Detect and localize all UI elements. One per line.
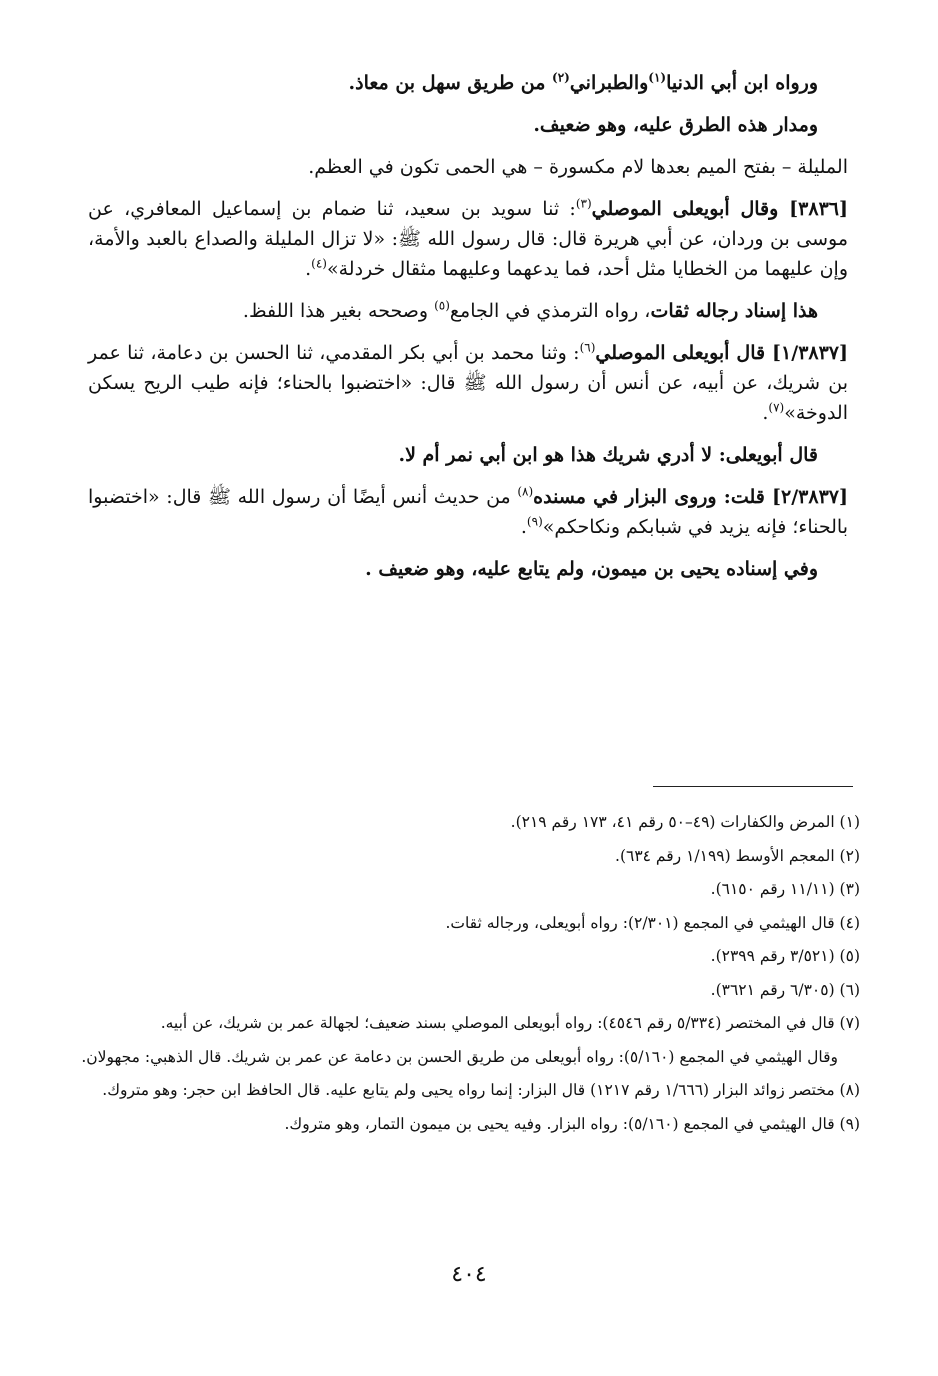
paragraph-3: المليلة – بفتح الميم بعدها لام مكسورة – هي الحمى تكون في العظم. <box>308 156 848 178</box>
footnote-ref-5[interactable]: (٥) <box>434 298 450 313</box>
footnote-ref-3[interactable]: (٣) <box>575 196 592 211</box>
paragraph-1: ورواه ابن أبي الدنيا$^{(١)}$والطبراني$^{(٢)}$ من طريق سهل بن معاذ. <box>348 70 818 94</box>
footnote-5: (٥) (٣/٥٢١ رقم ٢٣٩٩). <box>710 947 860 965</box>
footnote-7: (٧) قال في المختصر (٥/٣٣٤ رقم ٤٥٤٦): رواه أبويعلى الموصلي بسند ضعيف؛ لجهالة عمر بن شريك، عن أبيه. <box>160 1014 860 1032</box>
footnotes <box>75 806 860 1141</box>
hadith-3837-1: [١/٣٨٣٧] قال أبويعلى الموصلي$^{(٦)}$: وثنا محمد بن أبي بكر المقدمي، ثنا الحسن بن دعامة، ثنا عمر بن شريك، عن أبيه، عن أنس أن رسول الله ﷺ قال: «اختضبوا بالحناء؛ فإنه طيب الريح يسكن الدوخة»$^{(٧)}$. <box>88 340 849 424</box>
hadith-3836: [٣٨٣٦] وقال أبويعلى الموصلي$^{(٣)}$: ثنا سويد بن سعيد، ثنا ضمام بن إسماعيل المعافري، عن موسى بن وردان، عن أبي هريرة قال: قال رسول الله ﷺ: «لا تزال المليلة والصداع بالعبد والأمة، وإن عليهما من الخطايا مثل أحد، فما يدعهما وعليهما مثقال خردلة»$^{(٤)}$. <box>88 196 848 280</box>
footnote-separator <box>653 786 853 787</box>
footnote-6: (٦) (٦/٣٠٥ رقم ٣٦٢١). <box>710 980 860 999</box>
paragraph-2: ومدار هذه الطرق عليه، وهو ضعيف. <box>533 114 818 136</box>
footnote-ref-9[interactable]: (٩) <box>526 514 543 529</box>
hadith-3837-2: [٢/٣٨٣٧] قلت: وروى البزار في مسنده$^{(٨)}$ من حديث أنس أيضًا أن رسول الله ﷺ قال: «اختضبوا بالحناء؛ فإنه يزيد في شبابكم ونكاحكم»$^{(٩)}$. <box>88 484 848 538</box>
paragraph-9: وفي إسناده يحيى بن ميمون، ولم يتابع عليه، وهو ضعيف . <box>365 558 818 580</box>
footnote-1: (١) المرض والكفارات (٤٩–٥٠ رقم ٤١، ١٧٣ رقم ٢١٩). <box>510 813 860 831</box>
footnote-4: (٤) قال الهيثمي في المجمع (٢/٣٠١): رواه أبويعلى، ورجاله ثقات. <box>445 913 860 932</box>
footnote-8: (٨) مختصر زوائد البزار (١/٦٦٦ رقم ١٢١٧) قال البزار: إنما رواه يحيى ولم يتابع عليه. قال الحافظ ابن حجر: وهو متروك. <box>102 1081 860 1099</box>
footnote-ref-8[interactable]: (٨) <box>517 484 534 499</box>
footnote-7-continuation: وقال الهيثمي في المجمع (٥/١٦٠): رواه أبويعلى من طريق الحسن بن دعامة عن عمر بن شريك. قال الذهبي: مجهولان. <box>81 1047 838 1066</box>
footnote-3: (٣) (١١/١١ رقم ٦١٥٠). <box>710 880 860 898</box>
footnote-ref-1[interactable]: (١) <box>648 70 667 85</box>
paragraph-5: هذا إسناد رجاله ثقات، رواه الترمذي في الجامع$^{(٥)}$ وصححه بغير هذا اللفظ. <box>242 298 818 322</box>
footnote-9: (٩) قال الهيثمي في المجمع (٥/١٦٠): رواه البزار. وفيه يحيى بن ميمون التمار، وهو متروك. <box>284 1114 860 1133</box>
footnote-ref-7[interactable]: (٧) <box>768 400 785 415</box>
paragraph-7: قال أبويعلى: لا أدري شريك هذا هو ابن أبي نمر أم لا. <box>398 444 818 466</box>
footnote-2: (٢) المعجم الأوسط (١/١٩٩ رقم ٦٣٤). <box>615 846 860 865</box>
footnote-ref-6[interactable]: (٦) <box>579 340 596 355</box>
page-number: ٤٠٤ <box>451 1262 487 1287</box>
main-text <box>88 68 848 596</box>
footnote-ref-4[interactable]: (٤) <box>311 256 327 271</box>
footnote-ref-2[interactable]: (٢) <box>552 70 570 85</box>
